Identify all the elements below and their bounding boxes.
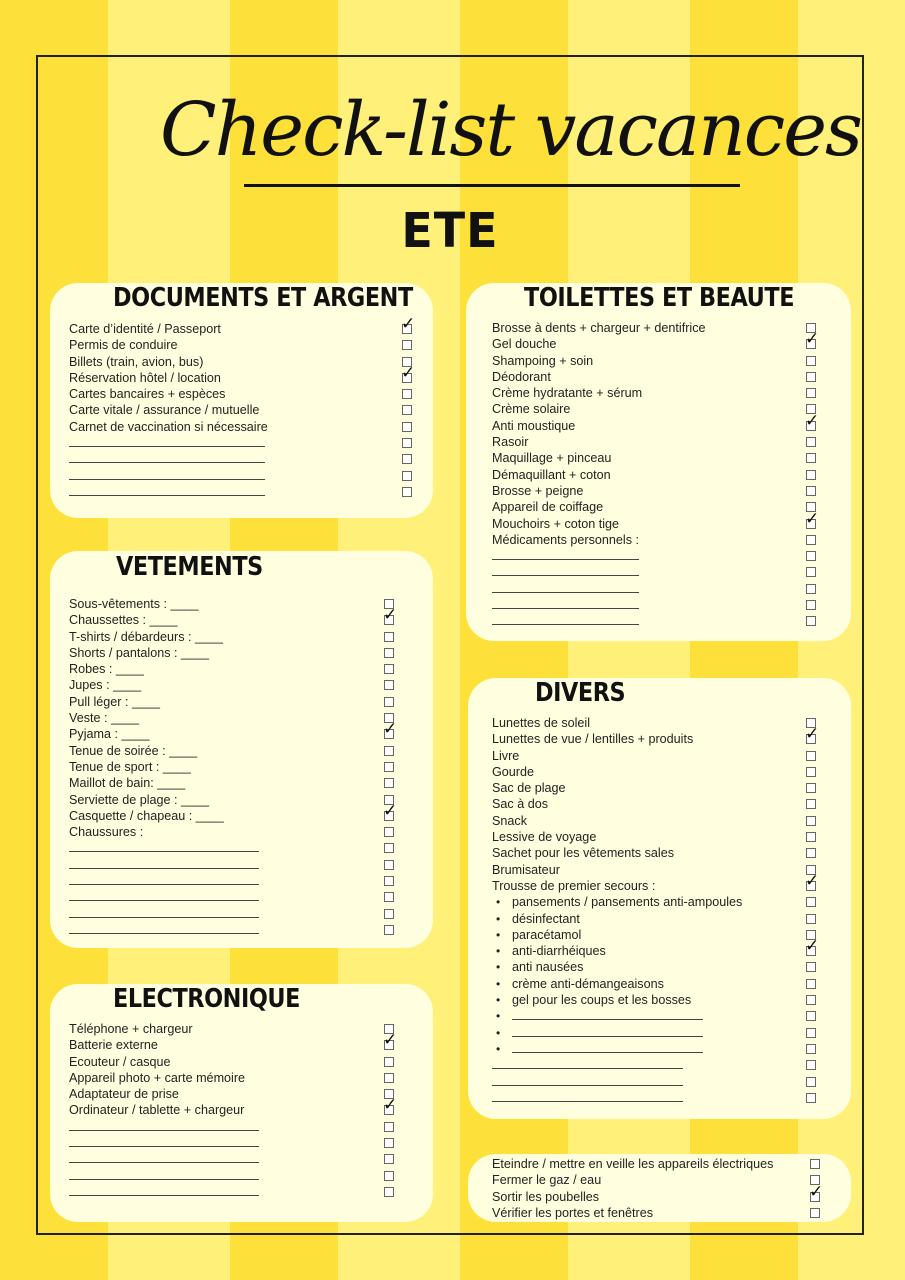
checkmark-icon: ✓	[383, 719, 398, 740]
checkbox[interactable]	[402, 471, 412, 481]
checklist-item-label: Eteindre / mettre en veille les appareils électriques	[492, 1157, 774, 1171]
checkbox[interactable]	[402, 422, 412, 432]
checkbox[interactable]	[402, 487, 412, 497]
checklist-item-label: Lunettes de vue / lentilles + produits	[492, 732, 694, 747]
checklist-item	[69, 1184, 409, 1200]
checkbox[interactable]	[806, 1093, 816, 1103]
blank-line	[492, 559, 639, 560]
checkbox[interactable]	[806, 1028, 816, 1038]
checklist-documents	[69, 314, 416, 500]
checkmark-icon: ✓	[383, 1095, 398, 1116]
checklist-item	[69, 1168, 409, 1184]
checkbox[interactable]	[806, 1077, 816, 1087]
checklist-item	[492, 936, 832, 959]
checkbox[interactable]	[384, 860, 394, 870]
checklist-item	[69, 873, 409, 889]
checkbox[interactable]	[806, 1060, 816, 1070]
checklist-item	[492, 927, 832, 943]
checklist-item-label: Fermer le gaz / eau	[492, 1173, 602, 1188]
blank-line	[512, 1019, 703, 1020]
checkbox[interactable]	[806, 372, 816, 382]
checklist-item	[492, 992, 832, 1008]
checklist-item	[492, 385, 832, 401]
checklist-item-label: Rasoir	[492, 435, 529, 450]
checklist-item-label: Shorts / pantalons : ____	[69, 645, 210, 660]
section-title-divers: DIVERS	[535, 678, 626, 708]
checklist-item	[69, 435, 409, 451]
checklist-item	[69, 605, 409, 628]
checkbox[interactable]	[402, 454, 412, 464]
blank-line	[69, 851, 259, 852]
checklist-item-label: Crème hydratante + sérum	[492, 386, 643, 401]
checklist-item	[69, 661, 409, 677]
bullet-icon: •	[496, 911, 501, 926]
bullet-icon: •	[496, 927, 501, 942]
checklist-item-label: Brosse + peigne	[492, 483, 584, 498]
blank-line	[492, 608, 639, 609]
checkbox[interactable]	[806, 783, 816, 793]
checklist-item-label: Téléphone + chargeur	[69, 1022, 193, 1036]
checklist-item	[69, 314, 416, 337]
checkbox[interactable]	[402, 405, 412, 415]
checklist-item	[69, 792, 409, 808]
checklist-item-label: Sous-vêtements : ____	[69, 597, 199, 611]
checklist-item	[492, 1057, 832, 1073]
checklist-divers	[492, 715, 832, 1106]
checklist-item	[492, 1090, 832, 1106]
checklist-item	[492, 1205, 837, 1221]
checklist-item-label: Ecouteur / casque	[69, 1054, 171, 1069]
checklist-item	[69, 1086, 409, 1102]
checkmark-icon: ✓	[401, 362, 416, 383]
checklist-item-label: Chaussures :	[69, 825, 144, 840]
checkbox[interactable]	[402, 340, 412, 350]
blank-line	[512, 1036, 703, 1037]
blank-line	[69, 868, 259, 869]
checklist-item-label: Brumisateur	[492, 862, 560, 877]
checklist-item-label: Maquillage + pinceau	[492, 451, 612, 466]
checkbox[interactable]	[384, 648, 394, 658]
checklist-item-label: Appareil photo + carte mémoire	[69, 1070, 246, 1085]
blank-line	[492, 1068, 683, 1069]
checklist-item	[492, 959, 832, 975]
checklist-item-label: Lunettes de soleil	[492, 716, 591, 730]
checklist-item-label: Ordinateur / tablette + chargeur	[69, 1103, 245, 1118]
checklist-item-label: T-shirts / débardeurs : ____	[69, 629, 224, 644]
checkbox[interactable]	[384, 632, 394, 642]
checkmark-icon: ✓	[805, 508, 820, 529]
blank-line	[69, 462, 265, 463]
checkbox[interactable]	[384, 843, 394, 853]
checkbox[interactable]	[806, 356, 816, 366]
checkbox[interactable]	[806, 1011, 816, 1021]
checkbox[interactable]	[806, 897, 816, 907]
checklist-item	[492, 1025, 832, 1041]
checklist-item-label: Démaquillant + coton	[492, 467, 611, 482]
checklist-item-label: Gourde	[492, 764, 535, 779]
title-underline	[244, 184, 740, 187]
checklist-item	[492, 401, 832, 417]
checklist-electronique	[69, 1021, 409, 1200]
checklist-item-label: Batterie externe	[69, 1038, 158, 1053]
checkbox[interactable]	[384, 1073, 394, 1083]
checklist-item-label: Carte d’identité / Passeport	[69, 322, 221, 336]
checklist-item	[492, 894, 832, 910]
checklist-item	[69, 710, 409, 726]
checklist-item-label: Réservation hôtel / location	[69, 370, 221, 385]
checkmark-icon: ✓	[805, 724, 820, 745]
checklist-item-label: crème anti-démangeaisons	[512, 976, 664, 991]
checklist-item	[492, 715, 832, 731]
checklist-item-label: gel pour les coups et les bosses	[512, 993, 692, 1008]
checklist-item-label: Shampoing + soin	[492, 353, 594, 368]
checkbox[interactable]	[806, 799, 816, 809]
checkmark-icon: ✓	[805, 410, 820, 431]
checklist-item	[492, 434, 832, 450]
page-title: Check-list vacances	[160, 87, 861, 173]
checklist-item	[69, 645, 409, 661]
checkbox[interactable]	[384, 1057, 394, 1067]
checklist-item	[492, 748, 832, 764]
checklist-item	[492, 597, 832, 613]
blank-line	[69, 479, 265, 480]
checklist-item-label: Jupes : ____	[69, 678, 142, 693]
checklist-item	[69, 1070, 409, 1086]
checklist-item	[69, 677, 409, 693]
checklist-item-label: Cartes bancaires + espèces	[69, 387, 226, 402]
checklist-item	[69, 1119, 409, 1135]
checklist-item	[69, 629, 409, 645]
checklist-item	[69, 402, 409, 418]
checklist-item-label: paracétamol	[512, 927, 582, 942]
checkbox[interactable]	[806, 486, 816, 496]
checkbox[interactable]	[806, 453, 816, 463]
blank-line	[69, 917, 259, 918]
checklist-item	[492, 780, 832, 796]
checkbox[interactable]	[806, 1044, 816, 1054]
checkbox[interactable]	[806, 551, 816, 561]
checklist-item-label: Lessive de voyage	[492, 830, 597, 845]
checklist-item	[492, 1008, 832, 1024]
checkbox[interactable]	[806, 751, 816, 761]
checklist-item	[492, 353, 832, 369]
checklist-item-label: Chaussettes : ____	[69, 613, 178, 628]
checkbox[interactable]	[384, 909, 394, 919]
checklist-item	[492, 369, 832, 385]
checkbox[interactable]	[402, 389, 412, 399]
checklist-item-label: Pull léger : ____	[69, 694, 161, 709]
checkbox[interactable]	[384, 1154, 394, 1164]
blank-line	[69, 1146, 259, 1147]
checklist-item	[69, 775, 409, 791]
checklist-item-label: Tenue de soirée : ____	[69, 743, 198, 758]
checkbox[interactable]	[806, 914, 816, 924]
checkbox[interactable]	[806, 616, 816, 626]
checklist-item	[69, 419, 409, 435]
checklist-item	[69, 596, 409, 612]
blank-line	[69, 446, 265, 447]
checklist-item-label: Carnet de vaccination si nécessaire	[69, 419, 268, 434]
checkmark-icon: ✓	[383, 800, 398, 821]
checklist-item	[492, 320, 832, 336]
checklist-item	[492, 724, 832, 747]
checklist-item	[69, 1030, 409, 1053]
blank-line	[69, 1195, 259, 1196]
checklist-item	[492, 467, 832, 483]
checkbox[interactable]	[806, 816, 816, 826]
section-title-vetements: VETEMENTS	[116, 552, 263, 582]
checkmark-icon: ✓	[383, 1030, 398, 1051]
checklist-item	[492, 1074, 832, 1090]
bullet-icon: •	[496, 895, 501, 910]
checklist-item	[69, 694, 409, 710]
checklist-item	[492, 764, 832, 780]
checklist-item	[69, 354, 409, 370]
checklist-item	[492, 862, 832, 878]
bullet-icon: •	[496, 993, 501, 1008]
blank-line	[492, 624, 639, 625]
section-title-documents: DOCUMENTS ET ARGENT	[113, 283, 413, 313]
checklist-item	[492, 410, 832, 434]
checklist-item	[492, 976, 832, 992]
checklist-item-label: Livre	[492, 748, 520, 763]
checklist-item	[492, 329, 832, 352]
blank-line	[512, 1052, 703, 1053]
checklist-item	[492, 532, 832, 548]
checklist-item-label: Trousse de premier secours :	[492, 878, 656, 893]
checklist-item	[492, 450, 832, 466]
checklist-item	[69, 840, 409, 856]
checklist-depart	[492, 1156, 837, 1221]
checklist-vetements	[69, 596, 409, 938]
checkbox[interactable]	[806, 470, 816, 480]
checkbox[interactable]	[806, 584, 816, 594]
section-title-toilettes: TOILETTES ET BEAUTE	[524, 283, 795, 313]
bullet-icon: •	[496, 1041, 501, 1056]
checkbox[interactable]	[384, 762, 394, 772]
checklist-item	[69, 889, 409, 905]
blank-line	[69, 1162, 259, 1163]
checklist-item	[492, 829, 832, 845]
checklist-item	[69, 484, 409, 500]
blank-line	[69, 495, 265, 496]
checkmark-icon: ✓	[401, 314, 416, 334]
checklist-item	[69, 857, 409, 873]
checklist-item-label: Anti moustique	[492, 418, 576, 433]
checkbox[interactable]	[384, 1187, 394, 1197]
checklist-item	[492, 1041, 832, 1057]
blank-line	[69, 933, 259, 934]
checklist-item	[69, 1151, 409, 1167]
checkbox[interactable]	[384, 664, 394, 674]
bullet-icon: •	[496, 1009, 501, 1024]
checkbox[interactable]	[806, 767, 816, 777]
checklist-item-label: Sac de plage	[492, 781, 566, 796]
checklist-item	[69, 468, 409, 484]
checklist-item	[69, 922, 409, 938]
checkmark-icon: ✓	[805, 329, 820, 350]
checklist-item-label: Permis de conduire	[69, 338, 178, 353]
checklist-item-label: Veste : ____	[69, 711, 140, 726]
checkbox[interactable]	[384, 827, 394, 837]
checklist-item	[492, 911, 832, 927]
checklist-item-label: Gel douche	[492, 337, 557, 352]
blank-line	[492, 1101, 683, 1102]
bullet-icon: •	[496, 1025, 501, 1040]
checklist-item	[69, 337, 409, 353]
checklist-item-label: Pyjama : ____	[69, 727, 150, 742]
checkbox[interactable]	[806, 388, 816, 398]
blank-line	[492, 592, 639, 593]
checklist-item-label: Robes : ____	[69, 662, 144, 677]
blank-line	[69, 1130, 259, 1131]
checklist-item	[492, 813, 832, 829]
checklist-item	[492, 613, 832, 629]
section-title-electronique: ELECTRONIQUE	[113, 984, 300, 1014]
checkbox[interactable]	[384, 680, 394, 690]
checklist-toilettes	[492, 320, 832, 630]
checklist-item	[69, 1095, 409, 1118]
checkbox[interactable]	[806, 600, 816, 610]
checklist-item-label: Casquette / chapeau : ____	[69, 808, 224, 823]
checklist-item	[492, 870, 832, 894]
page-subtitle: ETE	[401, 201, 499, 259]
checklist-item-label: Brosse à dents + chargeur + dentifrice	[492, 321, 706, 335]
checklist-item	[69, 719, 409, 742]
checklist-item	[492, 508, 832, 532]
checklist-item	[492, 1172, 837, 1188]
checklist-item-label: Sachet pour les vêtements sales	[492, 846, 675, 861]
checkbox[interactable]	[384, 876, 394, 886]
checklist-item-label: Appareil de coiffage	[492, 500, 604, 515]
checklist-item	[492, 499, 832, 515]
checklist-item-label: Adaptateur de prise	[69, 1087, 179, 1102]
checklist-item-label: Crème solaire	[492, 402, 571, 417]
checklist-item	[492, 796, 832, 812]
checkbox[interactable]	[806, 962, 816, 972]
checkbox[interactable]	[384, 925, 394, 935]
checklist-item-label: Vérifier les portes et fenêtres	[492, 1205, 653, 1220]
checklist-item	[492, 483, 832, 499]
checkbox[interactable]	[806, 995, 816, 1005]
checklist-item	[69, 1054, 409, 1070]
checklist-item	[492, 581, 832, 597]
bullet-icon: •	[496, 944, 501, 959]
checkbox[interactable]	[806, 567, 816, 577]
checkbox[interactable]	[384, 892, 394, 902]
checkbox[interactable]	[806, 832, 816, 842]
checkbox[interactable]	[384, 1122, 394, 1132]
blank-line	[69, 884, 259, 885]
bullet-icon: •	[496, 960, 501, 975]
checklist-item	[69, 386, 409, 402]
blank-line	[492, 1085, 683, 1086]
checklist-item	[69, 1021, 409, 1037]
checklist-item	[69, 1135, 409, 1151]
checkbox[interactable]	[384, 1138, 394, 1148]
blank-line	[69, 1179, 259, 1180]
checklist-item	[69, 451, 409, 467]
checklist-item	[69, 362, 416, 386]
checkbox[interactable]	[810, 1159, 820, 1169]
checklist-item-label: Tenue de sport : ____	[69, 759, 191, 774]
checkmark-icon: ✓	[809, 1181, 824, 1202]
checkbox[interactable]	[384, 1171, 394, 1181]
checklist-item-label: Snack	[492, 813, 528, 828]
blank-line	[492, 575, 639, 576]
checklist-item	[492, 845, 832, 861]
checklist-item	[69, 906, 409, 922]
checkmark-icon: ✓	[805, 870, 820, 891]
checklist-item	[492, 548, 832, 564]
checklist-item-label: Sortir les poubelles	[492, 1189, 600, 1204]
checkbox[interactable]	[384, 746, 394, 756]
checklist-item-label: Médicaments personnels :	[492, 532, 639, 547]
blank-line	[69, 900, 259, 901]
checklist-item-label: Mouchoirs + coton tige	[492, 516, 620, 531]
checklist-item	[69, 800, 409, 824]
checkbox[interactable]	[384, 697, 394, 707]
checklist-item-label: Billets (train, avion, bus)	[69, 354, 204, 369]
checkmark-icon: ✓	[805, 936, 820, 957]
checklist-item-label: Serviette de plage : ____	[69, 792, 210, 807]
checklist-item	[69, 759, 409, 775]
checklist-item-label: Déodorant	[492, 369, 551, 384]
checkbox[interactable]	[806, 535, 816, 545]
checkbox[interactable]	[806, 979, 816, 989]
checklist-item	[69, 743, 409, 759]
checklist-item-label: Sac à dos	[492, 797, 549, 812]
checklist-item-label: anti nausées	[512, 960, 584, 975]
checklist-item	[492, 564, 832, 580]
checklist-item-label: Maillot de bain: ____	[69, 776, 186, 791]
checkbox[interactable]	[810, 1208, 820, 1218]
bullet-icon: •	[496, 976, 501, 991]
checklist-item	[492, 1156, 837, 1172]
checklist-item-label: pansements / pansements anti-ampoules	[512, 895, 743, 910]
checkbox[interactable]	[402, 438, 412, 448]
checkbox[interactable]	[806, 848, 816, 858]
checkbox[interactable]	[384, 778, 394, 788]
checklist-item-label: anti-diarrhéiques	[512, 944, 606, 959]
checklist-item	[492, 1181, 837, 1205]
checklist-item-label: désinfectant	[512, 911, 580, 926]
checkmark-icon: ✓	[383, 605, 398, 626]
checklist-item-label: Carte vitale / assurance / mutuelle	[69, 403, 260, 418]
checklist-item	[69, 824, 409, 840]
checkbox[interactable]	[806, 437, 816, 447]
